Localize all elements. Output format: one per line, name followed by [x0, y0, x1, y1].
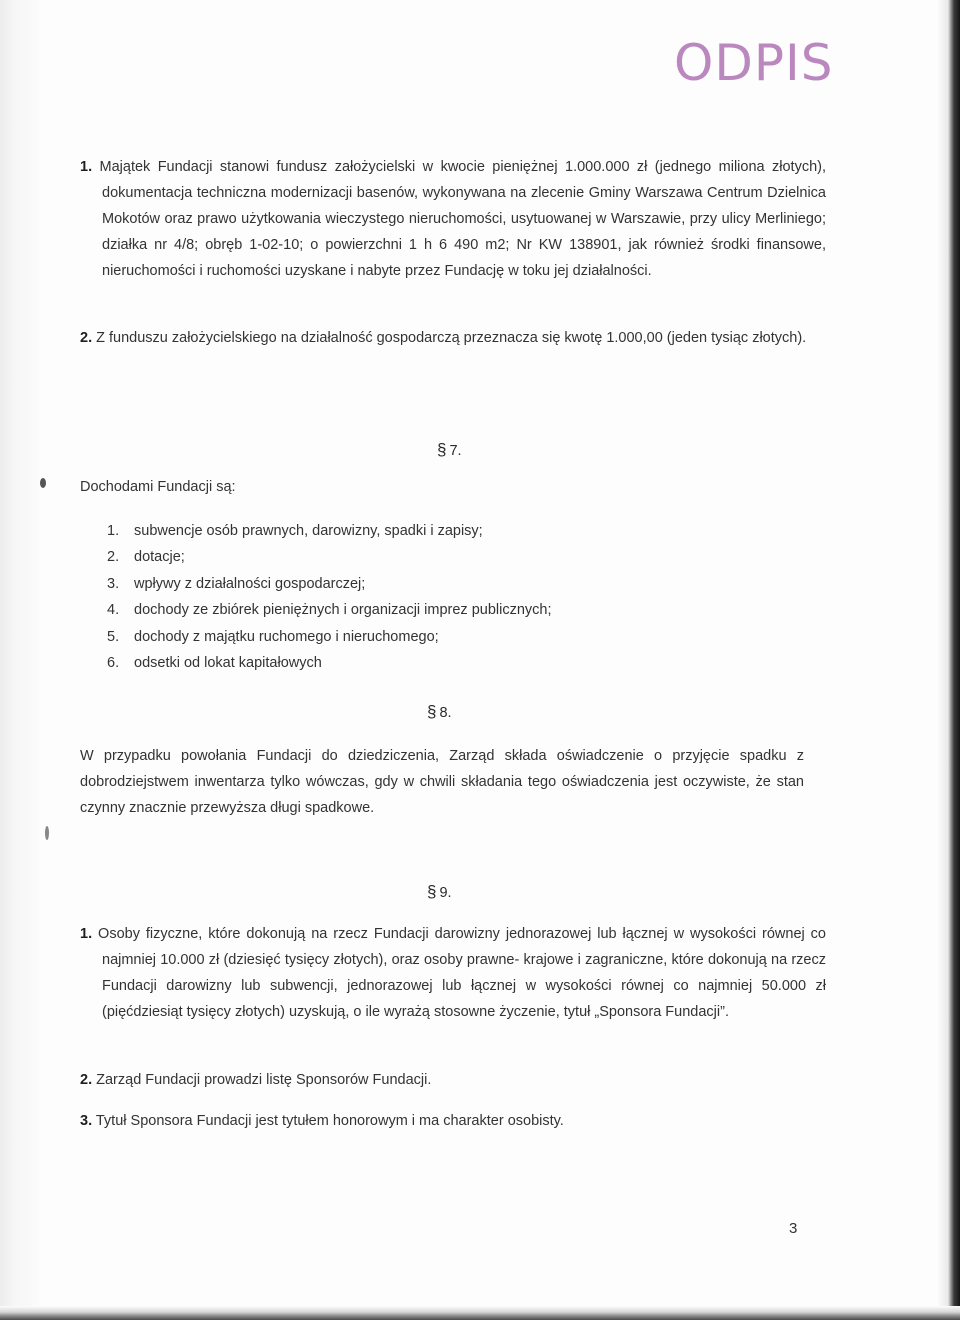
- list-item-number: 5.: [107, 628, 120, 645]
- list-item-text: dochody z majątku ruchomego i nieruchomego;: [134, 628, 439, 645]
- list-item-text: dotacje;: [134, 549, 185, 566]
- list-item: [107, 597, 552, 623]
- paragraph-number: 2.: [80, 330, 93, 346]
- scan-edge-left: [0, 0, 40, 1320]
- section-number: 7.: [449, 443, 462, 459]
- paragraph-1: [80, 154, 826, 284]
- paragraph-9-2: [80, 1067, 826, 1093]
- list-item-text: dochody ze zbiórek pieniężnych i organizacji imprez publicznych;: [134, 602, 552, 619]
- list-item-number: 4.: [107, 602, 120, 619]
- paragraph-number: 1.: [80, 159, 93, 175]
- paragraph-text: Majątek Fundacji stanowi fundusz założycielski w kwocie pieniężnej 1.000.000 zł (jednego miliona złotych), dokumentacja techniczna modernizacji basenów, wykonywana na zlecenie Gminy Warszawa Centrum Dzielnica Mokotów oraz prawo użytkowania wieczystego nieruchomości, usytuowanej w Warszawie, przy ulicy Merliniego; działka nr 4/8; obręb 1-02-10; o powierzchni 1 h 6 490 m2; Nr KW 138901, jak również środki finansowe, nieruchomości i ruchomości uzyskane i nabyte przez Fundację w toku jej działalności.: [99, 159, 826, 279]
- paragraph-text: Zarząd Fundacji prowadzi listę Sponsorów Fundacji.: [96, 1072, 432, 1088]
- paragraph-2: [80, 325, 826, 351]
- scan-speck: [40, 478, 46, 488]
- paragraph-text: Tytuł Sponsora Fundacji jest tytułem honorowym i ma charakter osobisty.: [95, 1113, 564, 1129]
- list-item: [107, 571, 552, 597]
- list-item: [107, 650, 552, 676]
- section-number: 8.: [439, 705, 452, 721]
- list-item: [107, 518, 552, 544]
- scan-speck: [45, 826, 49, 840]
- paragraph-section-8: W przypadku powołania Fundacji do dziedziczenia, Zarząd składa oświadczenie o przyjęcie spadku z dobrodziejstwem inwentarza tylko wówczas, gdy w chwili składania tego oświadczenia jest oczywiste, że stan czynny znacznie przewyższa długi spadkowe.: [80, 748, 804, 816]
- section-heading-7: [437, 440, 462, 460]
- paragraph-number: 3.: [80, 1113, 93, 1129]
- paragraph-9-3: [80, 1108, 826, 1134]
- list-item-number: 2.: [107, 549, 120, 566]
- scan-edge-bottom: [0, 1306, 960, 1320]
- list-item: [107, 624, 552, 650]
- copy-stamp: ODPIS: [674, 34, 834, 92]
- list-item-number: 3.: [107, 575, 120, 592]
- list-item-number: 6.: [107, 655, 120, 672]
- section-symbol: §: [427, 882, 437, 901]
- paragraph-text: Z funduszu założycielskiego na działalność gospodarczą przeznacza się kwotę 1.000,00 (jeden tysiąc złotych).: [96, 330, 807, 346]
- list-item: [107, 544, 552, 570]
- paragraph-number: 2.: [80, 1072, 93, 1088]
- paragraph-text: Osoby fizyczne, które dokonują na rzecz Fundacji darowizny jednorazowej lub łącznej w wysokości równej co najmniej 10.000 zł (dziesięć tysięcy złotych), oraz osoby prawne- krajowe i zagraniczne, które dokonują na rzecz Fundacji darowizny lub subwencji, jednorazowej lub łącznej w wysokości równej co najmniej 50.000 zł (pięćdziesiąt tysięcy złotych) uzyskują, o ile wyrażą stosowne życzenie, tytuł „Sponsora Fundacji”.: [98, 926, 826, 1020]
- scan-edge-right: [938, 0, 960, 1320]
- section-heading-8: [427, 702, 452, 722]
- income-intro: Dochodami Fundacji są:: [80, 479, 236, 495]
- paragraph-9-1: [80, 921, 826, 1025]
- list-item-number: 1.: [107, 523, 120, 539]
- section-number: 9.: [439, 885, 452, 901]
- list-item-text: wpływy z działalności gospodarczej;: [134, 575, 366, 592]
- section-symbol: §: [427, 702, 437, 721]
- page-number: 3: [789, 1220, 798, 1237]
- paragraph-number: 1.: [80, 926, 93, 942]
- income-list: [107, 518, 552, 676]
- section-symbol: §: [437, 440, 447, 459]
- list-item-text: subwencje osób prawnych, darowizny, spadki i zapisy;: [134, 523, 483, 539]
- list-item-text: odsetki od lokat kapitałowych: [134, 655, 322, 672]
- section-heading-9: [427, 882, 452, 902]
